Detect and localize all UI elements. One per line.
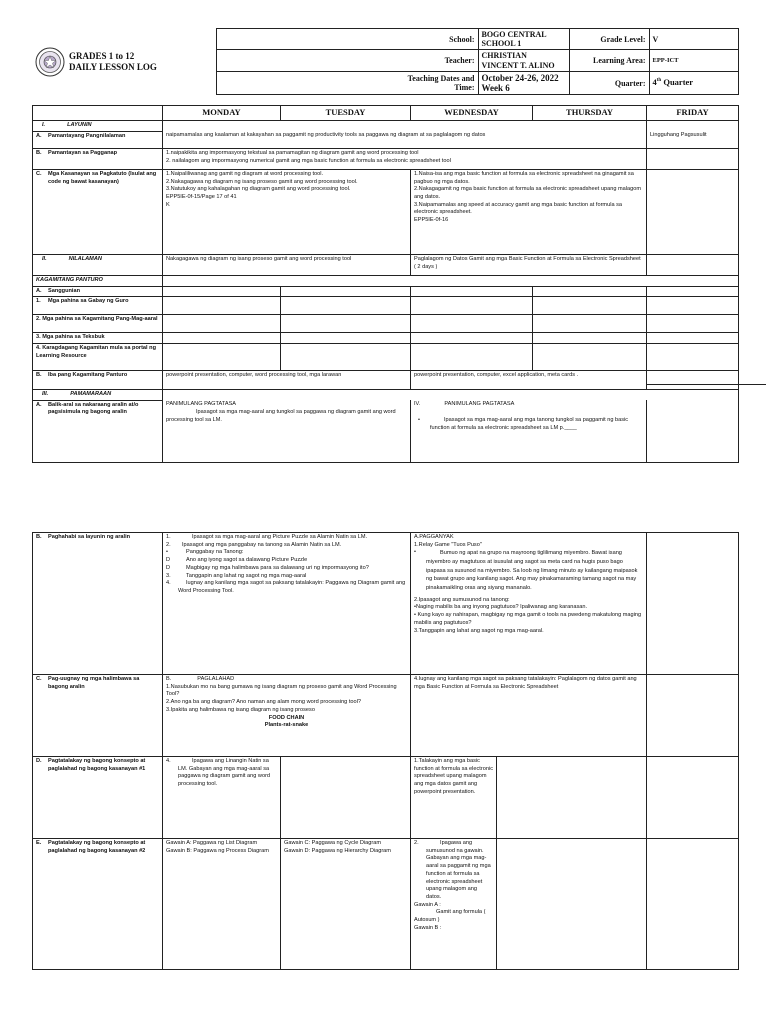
pu-mon-title-row bbox=[166, 676, 407, 684]
teksbuk-tue bbox=[281, 333, 411, 344]
kpm-fri bbox=[647, 315, 739, 333]
balik-aral-wed bbox=[411, 400, 647, 462]
kpm-mon bbox=[163, 315, 281, 333]
ph-wed-1: 1.Relay Game "Tuos Puso" bbox=[414, 541, 482, 548]
ph-mon-6: Tanggapin ang lahat ng sagot ng mga mag-aaral bbox=[186, 572, 307, 579]
layunin-span-cell bbox=[163, 121, 647, 132]
gabay-tue bbox=[281, 297, 411, 315]
pamamaraan-label: PAMAMARAAN bbox=[70, 391, 112, 398]
pu-mon-3: 3.Ipakita ang halimbawa ng isang diagram ng isang proseso bbox=[166, 706, 315, 713]
kpm-tue bbox=[281, 315, 411, 333]
iba-pang-wed: powerpoint presentation, computer, excel application, meta cards . bbox=[411, 371, 647, 390]
layunin-num: I. bbox=[42, 122, 46, 129]
pt1-mon-text: Ipagawa ang Linangin Natin sa LM. Gabayan ang mga mag-aaral sa paggawa ng diagram gamit ang word processing tool. bbox=[178, 758, 271, 788]
kasanayan-mon-2: 2.Nakagagawa ng diagram ng isang proseso gamit ang word processing tool. bbox=[166, 178, 358, 185]
row-label-pagtatalakay-2 bbox=[33, 839, 163, 970]
ph-mon-7-num: 4. bbox=[166, 580, 171, 587]
pt2-wed-1: Ipagawa ang sumusunod na gawain. Gabayan ang mga mag-aaral sa paggamit ng mga function at formula sa electronic spreadsheet upang malagom ang datos. bbox=[426, 840, 491, 901]
pagtatalakay-1-wed: 1.Talakayin ang mga basic function at formula sa electronic spreadsheet upang malagom ang mga datos gamit ang powerpoint presentation. bbox=[411, 757, 497, 839]
kagamitang-panturo-span bbox=[163, 275, 739, 286]
pamamaraan-span bbox=[163, 390, 739, 401]
pag-uugnay-friday-cell bbox=[647, 675, 739, 757]
sg-label: Sanggunian bbox=[48, 287, 81, 294]
row-label-pamantayan-sa-pagganap bbox=[33, 148, 163, 169]
kasanayan-wed-2: 2.Nakagagamit ng mga basic function at formula sa electronic spreadsheet upang malagom ang datos. bbox=[414, 186, 641, 201]
layunin-friday-cell bbox=[647, 121, 739, 132]
day-header-monday: MONDAY bbox=[163, 106, 281, 121]
kpm-thu bbox=[533, 315, 647, 333]
kasanayan-mon-3: 3.Natutukoy ang kahalagahan ng diagram gamit ang word processing tool. bbox=[166, 186, 351, 193]
pt2-wed-3: Gamit ang formula ( Autosum ) bbox=[414, 909, 486, 924]
pt1-mon-num: 4. bbox=[166, 758, 171, 764]
food-chain-title: FOOD CHAIN bbox=[268, 714, 305, 721]
sanggunian-tue bbox=[281, 286, 411, 297]
karagdagang-mon bbox=[163, 344, 281, 371]
sanggunian-fri bbox=[647, 286, 739, 297]
balik-aral-wed-title-row bbox=[414, 401, 643, 409]
balik-aral-mon-title: PANIMULANG PAGTATASA bbox=[166, 401, 237, 408]
grade-level-value: V bbox=[649, 29, 738, 50]
pagtatalakay-2-thu bbox=[497, 839, 647, 970]
checkbox-bullet-icon: D bbox=[166, 564, 171, 571]
teaching-dates-label-2: Time: bbox=[454, 83, 475, 93]
paghahabi-mon bbox=[163, 533, 411, 675]
teacher-value: CHRISTIAN VINCENT T. ALINO bbox=[478, 50, 569, 71]
bullet-icon: • bbox=[418, 416, 420, 423]
kasanayan-mon-tue bbox=[163, 169, 411, 254]
teaching-dates-label-1: Teaching Dates and bbox=[407, 73, 475, 83]
quarter-suffix: th bbox=[656, 78, 662, 84]
quarter-word: Quarter bbox=[661, 77, 694, 88]
row-label-karagdagang-kagamitan: 4. Karagdagang Kagamitan mula sa portal ng Learning Resource bbox=[33, 344, 163, 371]
balik-aral-wed-title: PANIMULANG PAGTATASA bbox=[444, 401, 515, 408]
nilalaman-wed: Paglalagom ng Datos Gamit ang mga Basic Function at Formula sa Electronic Spreadsheet ( 2 days ) bbox=[411, 254, 647, 275]
pagtatalakay-1-mon bbox=[163, 757, 281, 839]
dll-table-page-1 bbox=[32, 105, 739, 462]
stray-rule-line bbox=[646, 384, 766, 385]
learning-area-value: EPP-ICT bbox=[649, 50, 738, 71]
ph-mon-5: Magbigay ng mga halimbawa para sa dalawang uri ng impormasyong ito? bbox=[186, 564, 369, 571]
ph-wed-5: • Kung kayo ay nahirapan, magbigay ng mga gamit o tools na pwedeng makatulong maging mabilis ang pagtutuos? bbox=[414, 612, 642, 626]
ip-label: Iba pang Kagamitang Panturo bbox=[48, 372, 128, 379]
pp-label: Pamantayang Pangnilalaman bbox=[48, 132, 126, 139]
pagtatalakay-2-mon bbox=[163, 839, 281, 970]
ph-mon-1-num: 1. bbox=[166, 534, 171, 540]
ba-label: Balik-aral sa nakaraang aralin at/o pagsisimula ng bagong aralin bbox=[48, 401, 139, 416]
sg-num: A. bbox=[36, 287, 42, 294]
gawain-c: Gawain C: Paggawa ng Cycle Diagram bbox=[284, 840, 382, 846]
karagdagang-tue bbox=[281, 344, 411, 371]
pt1-num: D. bbox=[36, 758, 42, 764]
row-label-gabay-ng-guro bbox=[33, 297, 163, 315]
header-table bbox=[32, 28, 739, 95]
row-label-kagamitang-panturo: KAGAMITANG PANTURO bbox=[33, 275, 163, 286]
pu-mon-title-num: B. bbox=[166, 676, 172, 682]
ba-num: A. bbox=[36, 401, 42, 408]
ph-wed-4: •Naging mabilis ba ang inyong pagtutuos? Ipaliwanag ang karanasan. bbox=[414, 604, 588, 611]
quarter-number: 4 bbox=[652, 77, 657, 88]
pagganap-friday-cell bbox=[647, 148, 739, 169]
balik-aral-mon-body: Ipasagot sa mga mag-aaral ang tungkol sa paggawa ng diagram gamit ang word processing tool sa LM. bbox=[166, 408, 396, 423]
ph-mon-3: Panggabay na Tanong: bbox=[186, 549, 244, 556]
dll-table-page-2 bbox=[32, 532, 739, 970]
row-label-teksbuk: 3. Mga pahina sa Teksbuk bbox=[33, 333, 163, 344]
balik-aral-mon bbox=[163, 400, 411, 462]
sanggunian-wed bbox=[411, 286, 533, 297]
pt2-num: E. bbox=[36, 840, 42, 846]
pagtatalakay-1-fri bbox=[647, 757, 739, 839]
ph-mon-1: Ipasagot sa mga mag-aaral ang Picture Puzzle sa Alamin Natin sa LM. bbox=[192, 534, 368, 540]
ph-mon-6-num: 3. bbox=[166, 572, 171, 579]
balik-aral-friday-cell bbox=[647, 400, 739, 462]
ph-label: Paghahabi sa layunin ng aralin bbox=[48, 534, 131, 540]
ks-num: C. bbox=[36, 170, 42, 177]
pu-mon-2: 2.Ano nga ba ang diagram? Ano naman ang alam mong word processing tool? bbox=[166, 699, 361, 706]
pg-label: Pamantayan sa Pagganap bbox=[48, 149, 118, 156]
quarter-value bbox=[649, 71, 738, 95]
row-label-pag-uugnay bbox=[33, 675, 163, 757]
teacher-label: Teacher: bbox=[216, 50, 478, 71]
balik-aral-wed-body: Ipasagot sa mga mag-aaral ang mga tanong tungkol sa paggamit ng basic function at formula sa electronic spreadsheet sa LM p.____ bbox=[430, 416, 629, 431]
row-label-pamamaraan bbox=[33, 390, 163, 401]
pagtatalakay-2-fri bbox=[647, 839, 739, 970]
quarter-label: Quarter: bbox=[569, 71, 649, 95]
ph-wed-2: Bumuo ng apat na grupo na mayroong tiglilimang miyembro. Bawat isang miyembro ay magtutuos at isusulat ang sagot sa meta card na hugis puso bago ipapasa sa susunod na miyembro. Sa loob ng limang minuto ay kailangang maipasok ng bawat grupo ang kanilang sagot. Ang may pinakamaraming tamang sagot na may pinakamaikling oras ang siyang mananalo. bbox=[426, 550, 638, 592]
paghahabi-friday-cell bbox=[647, 533, 739, 675]
title-line-1: GRADES 1 to 12 bbox=[69, 50, 135, 61]
checkbox-bullet-icon: D bbox=[166, 557, 171, 564]
ph-mon-7: Iugnay ang kanilang mga sagot sa paksang tatalakayin: Paggawa ng Diagram gamit ang Word Processing Tool. bbox=[178, 580, 406, 595]
pagganap-item-1: 1.naipakikita ang impormasyong tekstual sa pamamagitan ng diagram gamit ang word processing tool bbox=[166, 149, 419, 156]
nilalaman-label: NILALAMAN bbox=[68, 255, 102, 262]
row-label-balik-aral bbox=[33, 400, 163, 462]
pagtatalakay-2-tue bbox=[281, 839, 411, 970]
row-label-layunin bbox=[33, 121, 163, 132]
iba-pang-friday-cell bbox=[647, 371, 739, 390]
gabay-mon bbox=[163, 297, 281, 315]
teksbuk-wed bbox=[411, 333, 533, 344]
row-label-pagtatalakay-1 bbox=[33, 757, 163, 839]
pu-mon-1: 1.Nasubukan mo na bang gumawa ng isang diagram ng proseso gamit ang Word Processing Tool? bbox=[166, 683, 397, 698]
grade-level-label: Grade Level: bbox=[569, 29, 649, 50]
kasanayan-wed-thu bbox=[411, 169, 647, 254]
pu-label: Pag-uugnay ng mga halimbawa sa bagong aralin bbox=[48, 676, 140, 690]
deped-seal-icon bbox=[35, 47, 65, 77]
corner-cell bbox=[33, 106, 163, 121]
kasanayan-mon-k: K bbox=[166, 201, 170, 208]
paghahabi-wed bbox=[411, 533, 647, 675]
ph-mon-2: Ipasagot ang mga panggabay na tanong sa Alamin Natin sa LM. bbox=[182, 541, 342, 548]
sanggunian-thu bbox=[533, 286, 647, 297]
ph-mon-4: Ano ang iyong sagot sa dalawang Picture Puzzle bbox=[186, 557, 308, 564]
pt1-label: Pagtatalakay ng bagong konsepto at paglalahad ng bagong kasanayan #1 bbox=[48, 758, 146, 772]
teaching-dates-label bbox=[216, 71, 478, 95]
teksbuk-mon bbox=[163, 333, 281, 344]
pt2-wed-2: Gawain A : bbox=[414, 901, 441, 908]
day-header-tuesday: TUESDAY bbox=[281, 106, 411, 121]
pamantayang-pangnilalaman-text: naipamamalas ang kaalaman at kakayahan sa paggamit ng productivity tools sa paggawa ng diagram at sa paglalagom ng datos bbox=[163, 131, 647, 148]
pu-num: C. bbox=[36, 676, 42, 682]
row-label-pamantayang-pangnilalaman bbox=[33, 131, 163, 148]
gabay-fri bbox=[647, 297, 739, 315]
title-line-2: DAILY LESSON LOG bbox=[69, 61, 157, 72]
pp-num: A. bbox=[36, 132, 42, 139]
ph-wed-title: A.PAGGANYAK bbox=[414, 534, 454, 540]
row-label-kasanayan bbox=[33, 169, 163, 254]
row-label-kagamitang-pang-mag-aaral: 2. Mga pahina sa Kagamitang Pang-Mag-aaral bbox=[33, 315, 163, 333]
food-chain-example: Plants-rat-snake bbox=[264, 722, 309, 729]
kasanayan-wed-code: EPP5IE-0f-16 bbox=[414, 217, 449, 224]
kasanayan-wed-1: 1.Naisa-isa ang mga basic function at formula sa electronic spreadsheet na ginagamit sa pagbuo ng mga datos. bbox=[414, 170, 634, 185]
bullet-icon: • bbox=[414, 549, 416, 556]
nilalaman-num: II. bbox=[42, 255, 47, 262]
pagtatalakay-1-thu bbox=[497, 757, 647, 839]
sanggunian-mon bbox=[163, 286, 281, 297]
teaching-dates-value: October 24-26, 2022 Week 6 bbox=[478, 71, 569, 95]
nilalaman-friday-cell bbox=[647, 254, 739, 275]
pamamaraan-num: III. bbox=[42, 391, 49, 398]
lesson-log-page-2 bbox=[32, 532, 738, 987]
lesson-log-page-1 bbox=[32, 28, 738, 443]
karagdagang-wed bbox=[411, 344, 533, 371]
ph-wed-6: 3.Tanggapin ang lahat ang sagot ng mga mag-aaral. bbox=[414, 627, 544, 634]
nilalaman-mon: Nakagagawa ng diagram ng isang proseso gamit ang word processing tool bbox=[163, 254, 411, 275]
kasanayan-wed-3: 3.Naipamamalas ang speed at accuracy gamit ang mga basic function at formula sa electronic spreadsheet. bbox=[414, 201, 623, 216]
lingguhang-pagsusulit: Lingguhang Pagsusulit bbox=[647, 131, 739, 148]
row-label-nilalaman bbox=[33, 254, 163, 275]
school-value: BOGO CENTRAL SCHOOL 1 bbox=[478, 29, 569, 50]
row-label-paghahabi bbox=[33, 533, 163, 675]
day-header-friday: FRIDAY bbox=[647, 106, 739, 121]
ph-num: B. bbox=[36, 534, 42, 540]
day-header-wednesday: WEDNESDAY bbox=[411, 106, 533, 121]
pagtatalakay-1-tue bbox=[281, 757, 411, 839]
kpm-wed bbox=[411, 315, 533, 333]
day-header-thursday: THURSDAY bbox=[533, 106, 647, 121]
teksbuk-thu bbox=[533, 333, 647, 344]
teksbuk-fri bbox=[647, 333, 739, 344]
ph-wed-3: 2.Ipasagot ang sumusunod na tanong: bbox=[414, 596, 510, 603]
logo-title-block bbox=[32, 29, 216, 95]
pagganap-item-2: 2. nailalagom ang impormasyong numerical gamit ang mga basic function at formula sa electronic spreadsheet tool bbox=[166, 157, 451, 164]
iba-pang-mon: powerpoint presentation, computer, word processing tool, mga larawan bbox=[163, 371, 411, 390]
balik-aral-wed-num: IV. bbox=[414, 401, 421, 408]
pu-mon-title: PAGLALAHAD bbox=[197, 676, 235, 682]
gb-label: Mga pahina sa Gabay ng Guro bbox=[48, 298, 129, 305]
gabay-wed bbox=[411, 297, 533, 315]
gawain-b: Gawain B: Paggawa ng Process Diagram bbox=[166, 847, 269, 854]
kasanayan-mon-code: EPP5IE-0f-15/Page 17 of 41 bbox=[166, 194, 237, 201]
gabay-thu bbox=[533, 297, 647, 315]
gawain-d: Gawain D: Paggawa ng Hierarchy Diagram bbox=[284, 847, 391, 854]
ip-num: B. bbox=[36, 372, 42, 379]
pagtatalakay-2-wed bbox=[411, 839, 497, 970]
karagdagang-fri bbox=[647, 344, 739, 371]
karagdagang-thu bbox=[533, 344, 647, 371]
school-label: School: bbox=[216, 29, 478, 50]
kasanayan-mon-1: 1.Naipaliliwanag ang gamit ng diagram at word processing tool. bbox=[166, 170, 324, 177]
learning-area-label: Learning Area: bbox=[569, 50, 649, 71]
gb-num: 1. bbox=[36, 298, 41, 305]
pt2-wed-4: Gawain B : bbox=[414, 924, 442, 931]
ks-label: Mga Kasanayan sa Pagkatuto (Isulat ang code ng bawat kasanayan) bbox=[48, 170, 157, 185]
pag-uugnay-wed: 4.Iugnay ang kanilang mga sagot sa paksang tatalakayin: Paglalagom ng datos gamit ang mga Basic Function at Formula sa Electronic Spreadsheet bbox=[411, 675, 647, 757]
pamantayan-sa-pagganap-text bbox=[163, 148, 647, 169]
row-label-iba-pang-kagamitan bbox=[33, 371, 163, 390]
pag-uugnay-mon bbox=[163, 675, 411, 757]
ph-mon-2-num: 2. bbox=[166, 541, 171, 548]
pg-num: B. bbox=[36, 149, 42, 156]
kasanayan-friday-cell bbox=[647, 169, 739, 254]
layunin-label: LAYUNIN bbox=[67, 122, 92, 129]
bullet-icon: • bbox=[166, 549, 168, 556]
pt2-label: Pagtatalakay ng bagong konsepto at paglalahad ng bagong kasanayan #2 bbox=[48, 840, 146, 854]
pt2-wed-num: 2. bbox=[414, 840, 419, 846]
gawain-a: Gawain A: Paggawa ng List Diagram bbox=[166, 840, 258, 846]
row-label-sanggunian bbox=[33, 286, 163, 297]
